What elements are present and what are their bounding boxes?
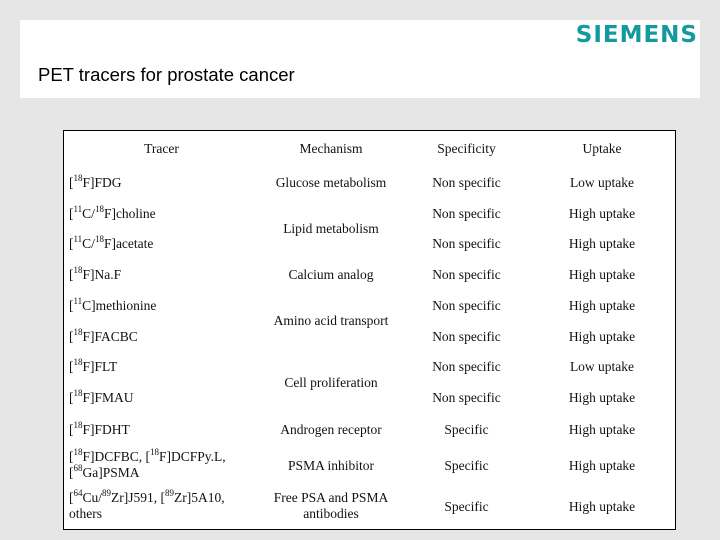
siemens-logo: SIEMENS	[575, 22, 698, 48]
tracer-cell: [$^{18}$F]DCFBC, [$^{18}$F]DCFPy.L, [$^{68}$Ga]PSMA	[69, 446, 226, 480]
specificity-cell: Specific	[444, 458, 489, 473]
tracer-table	[63, 130, 676, 530]
header-uptake: Uptake	[582, 141, 622, 156]
specificity-cell: Non specific	[432, 206, 501, 221]
uptake-cell: High uptake	[568, 298, 636, 313]
uptake-cell: Low uptake	[569, 359, 635, 374]
header-specificity: Specificity	[437, 141, 496, 156]
uptake-cell: High uptake	[568, 236, 636, 251]
specificity-cell: Non specific	[432, 175, 501, 190]
specificity-cell: Non specific	[432, 236, 501, 251]
uptake-cell: Low uptake	[569, 175, 635, 190]
uptake-cell: High uptake	[568, 422, 636, 437]
mechanism-cell: Lipid metabolism	[283, 221, 379, 236]
uptake-cell: High uptake	[568, 499, 636, 514]
specificity-cell: Specific	[444, 422, 489, 437]
uptake-cell: High uptake	[568, 206, 636, 221]
uptake-cell: High uptake	[568, 390, 636, 405]
tracer-cell: [$^{18}$F]FDG	[69, 172, 122, 190]
mechanism-cell: Free PSA and PSMA antibodies	[273, 490, 389, 521]
specificity-cell: Non specific	[432, 359, 501, 374]
tracer-cell: [$^{18}$F]FACBC	[69, 326, 138, 344]
uptake-cell: High uptake	[568, 458, 636, 473]
specificity-cell: Non specific	[432, 267, 501, 282]
specificity-cell: Non specific	[432, 329, 501, 344]
tracer-cell: [$^{18}$F]FMAU	[69, 387, 134, 405]
specificity-cell: Non specific	[432, 298, 501, 313]
tracer-cell: [$^{18}$F]Na.F	[69, 264, 122, 282]
tracer-cell: [$^{18}$F]FDHT	[69, 419, 130, 437]
mechanism-cell: Amino acid transport	[273, 313, 389, 328]
tracer-cell: [$^{11}$C/$^{18}$F]acetate	[69, 233, 154, 251]
page-title: PET tracers for prostate cancer	[38, 64, 295, 85]
uptake-cell: High uptake	[568, 267, 636, 282]
mechanism-cell: Cell proliferation	[284, 375, 378, 390]
tracer-cell: [$^{11}$C/$^{18}$F]choline	[69, 203, 156, 221]
specificity-cell: Specific	[444, 499, 489, 514]
mechanism-cell: Androgen receptor	[280, 422, 382, 437]
mechanism-cell: Calcium analog	[288, 267, 374, 282]
tracer-cell: [$^{18}$F]FLT	[69, 356, 118, 374]
tracer-cell: [$^{64}$Cu/$^{89}$Zr]J591, [$^{89}$Zr]5A10, others	[69, 487, 225, 521]
mechanism-cell: Glucose metabolism	[275, 175, 387, 190]
specificity-cell: Non specific	[432, 390, 501, 405]
header-mechanism: Mechanism	[299, 141, 363, 156]
header-tracer: Tracer	[144, 141, 179, 156]
tracer-cell: [$^{11}$C]methionine	[69, 295, 157, 313]
uptake-cell: High uptake	[568, 329, 636, 344]
mechanism-cell: PSMA inhibitor	[288, 458, 374, 473]
